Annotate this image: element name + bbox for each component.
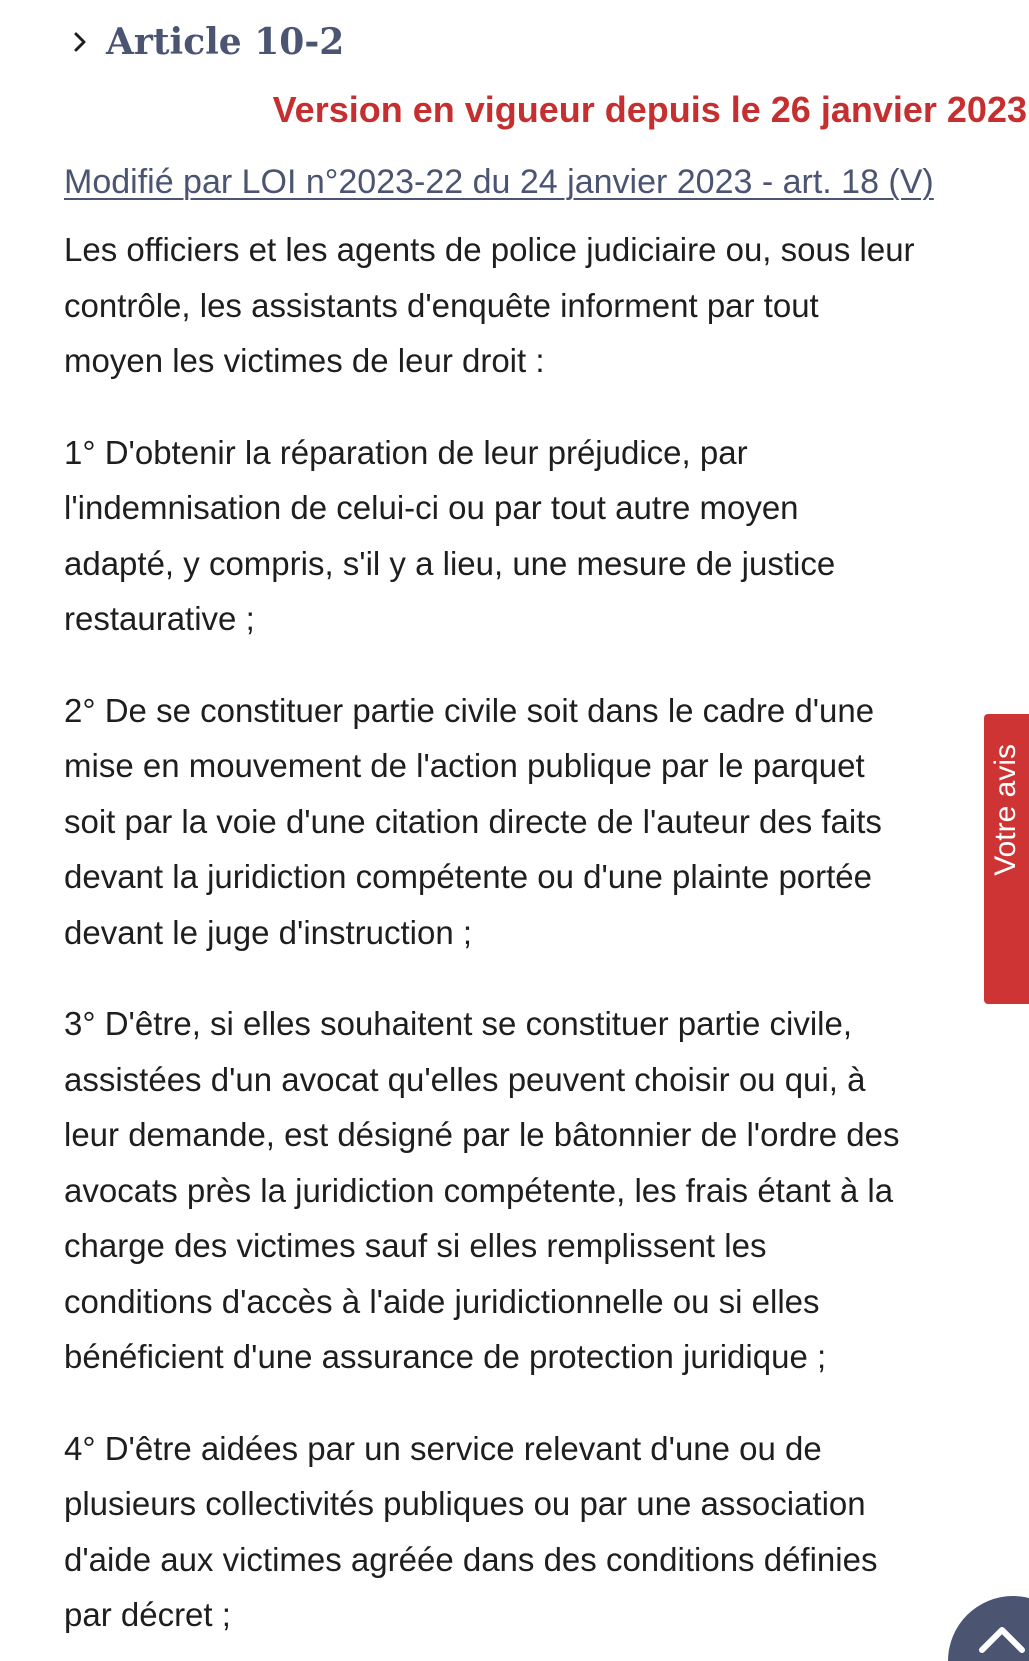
paragraph-line: conditions d'accès à l'aide juridictionnelle ou si elles <box>64 1282 820 1320</box>
paragraph-line: 4° D'être aidées par un service relevant d'une ou de <box>64 1429 822 1467</box>
article-title: Article 10-2 <box>106 21 345 63</box>
paragraph-line: contrôle, les assistants d'enquête informent par tout <box>64 286 819 324</box>
article-paragraph <box>64 222 1024 389</box>
paragraph-line: par décret ; <box>64 1596 231 1633</box>
article-paragraph <box>64 996 1024 1385</box>
paragraph-line: d'aide aux victimes agréée dans des conditions définies <box>64 1540 878 1578</box>
paragraph-line: adapté, y compris, s'il y a lieu, une mesure de justice <box>64 544 836 582</box>
article-header[interactable] <box>70 14 344 70</box>
paragraph-line: mise en mouvement de l'action publique par le parquet <box>64 747 865 784</box>
paragraph-line: restaurative ; <box>64 600 255 637</box>
paragraph-line: 3° D'être, si elles souhaitent se constituer partie civile, <box>64 1005 853 1042</box>
modified-by-link[interactable]: Modifié par LOI n°2023-22 du 24 janvier 2023 - art. 18 (V) <box>64 163 934 201</box>
paragraph-line: 1° D'obtenir la réparation de leur préjudice, par <box>64 433 748 471</box>
feedback-label: Votre avis <box>989 744 1022 876</box>
paragraph-line: moyen les victimes de leur droit : <box>64 342 545 379</box>
paragraph-line: plusieurs collectivités publiques ou par une association <box>64 1485 866 1522</box>
article-paragraph <box>64 425 1024 647</box>
paragraph-line: assistées d'un avocat qu'elles peuvent choisir ou qui, à <box>64 1060 866 1098</box>
article-paragraph <box>64 683 1024 961</box>
article-body <box>64 222 1024 1661</box>
version-status: Version en vigueur depuis le 26 janvier 2023 <box>272 89 1027 130</box>
feedback-tab[interactable] <box>984 714 1029 1004</box>
paragraph-line: bénéficient d'une assurance de protection juridique ; <box>64 1338 827 1375</box>
paragraph-line: avocats près la juridiction compétente, les frais étant à la <box>64 1171 894 1209</box>
paragraph-line: devant la juridiction compétente ou d'une plainte portée <box>64 858 873 895</box>
paragraph-line: leur demande, est désigné par le bâtonnier de l'ordre des <box>64 1116 900 1153</box>
chevron-right-icon[interactable] <box>70 28 92 56</box>
paragraph-line: Les officiers et les agents de police judiciaire ou, sous leur <box>64 231 915 268</box>
paragraph-line: charge des victimes sauf si elles remplissent les <box>64 1227 767 1264</box>
chevron-up-icon <box>972 1618 1029 1658</box>
paragraph-line: l'indemnisation de celui-ci ou par tout autre moyen <box>64 489 799 526</box>
paragraph-line: soit par la voie d'une citation directe de l'auteur des faits <box>64 802 882 840</box>
paragraph-line: 2° De se constituer partie civile soit dans le cadre d'une <box>64 691 875 729</box>
paragraph-line: devant le juge d'instruction ; <box>64 913 473 951</box>
article-paragraph <box>64 1421 1024 1643</box>
